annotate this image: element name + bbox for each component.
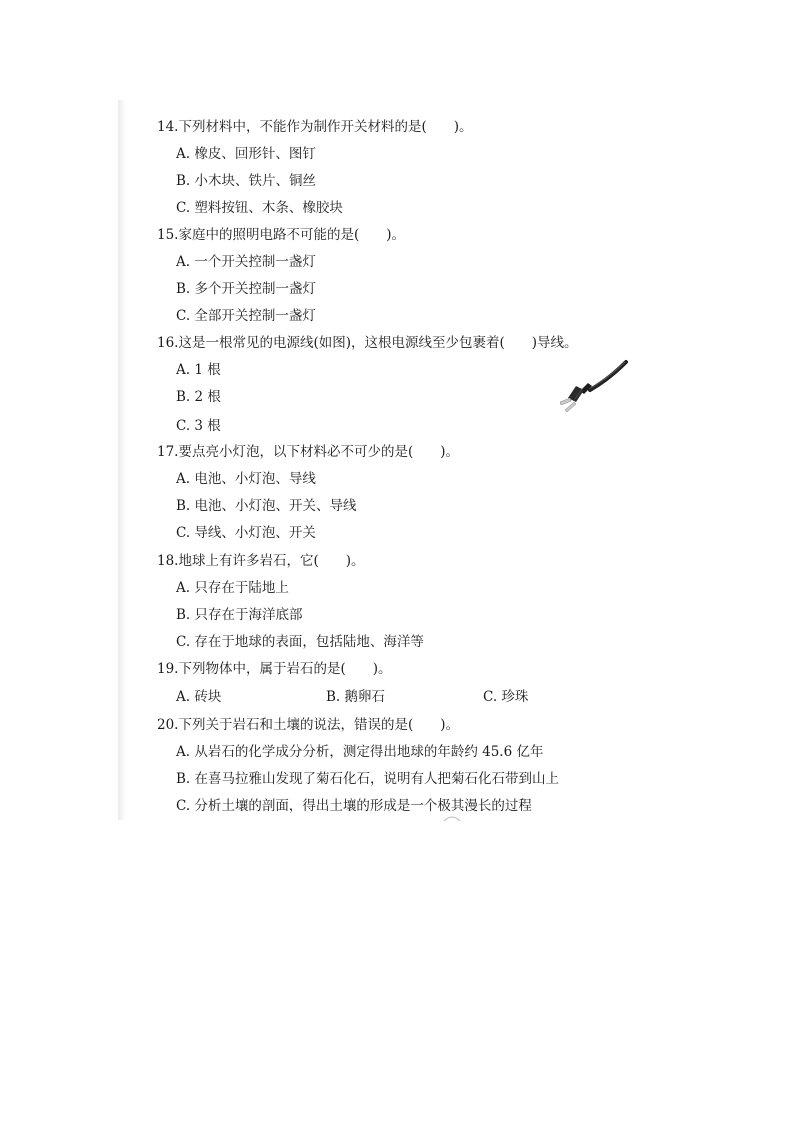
question-19-option-c[interactable]: C. 珍珠	[483, 689, 529, 705]
question-17-option-c[interactable]: C. 导线、小灯泡、开关	[176, 525, 316, 541]
question-14-option-a[interactable]: A. 橡皮、回形针、图钉	[176, 146, 316, 162]
question-17-option-b[interactable]: B. 电池、小灯泡、开关、导线	[176, 498, 357, 514]
question-16-option-a[interactable]: A. 1 根	[176, 362, 221, 378]
question-14-stem: 14.下列材料中，不能作为制作开关材料的是( )。	[157, 119, 473, 135]
question-19-option-b[interactable]: B. 鹅卵石	[326, 689, 386, 705]
page-number-mark	[443, 814, 461, 822]
question-16-option-c[interactable]: C. 3 根	[176, 418, 221, 434]
question-14-option-b[interactable]: B. 小木块、铁片、铜丝	[176, 173, 317, 189]
question-18-option-a[interactable]: A. 只存在于陆地上	[176, 580, 289, 596]
question-18-stem: 18.地球上有许多岩石，它( )。	[157, 553, 365, 569]
question-20-option-c[interactable]: C. 分析土壤的剖面，得出土壤的形成是一个极其漫长的过程	[176, 798, 532, 814]
question-15-stem: 15.家庭中的照明电路不可能的是( )。	[157, 227, 406, 243]
question-19-stem: 19.下列物体中，属于岩石的是( )。	[157, 661, 392, 677]
question-17-option-a[interactable]: A. 电池、小灯泡、导线	[176, 471, 316, 487]
question-17-stem: 17.要点亮小灯泡，以下材料必不可少的是( )。	[157, 444, 460, 460]
question-16-option-b[interactable]: B. 2 根	[176, 389, 221, 405]
question-15-option-a[interactable]: A. 一个开关控制一盏灯	[176, 254, 316, 270]
question-20-option-b[interactable]: B. 在喜马拉雅山发现了菊石化石，说明有人把菊石化石带到山上	[176, 771, 560, 787]
question-20-option-a[interactable]: A. 从岩石的化学成分分析，测定得出地球的年龄约 45.6 亿年	[176, 744, 544, 760]
question-18-option-b[interactable]: B. 只存在于海洋底部	[176, 607, 303, 623]
question-19-option-a[interactable]: A. 砖块	[176, 689, 222, 705]
question-15-option-b[interactable]: B. 多个开关控制一盏灯	[176, 281, 317, 297]
power-plug-cable-icon	[556, 358, 630, 420]
question-14-option-c[interactable]: C. 塑料按钮、木条、橡胶块	[176, 200, 343, 216]
question-20-stem: 20.下列关于岩石和土壤的说法，错误的是( )。	[157, 717, 460, 733]
question-16-stem: 16.这是一根常见的电源线(如图)，这根电源线至少包裹着( )导线。	[157, 335, 578, 351]
question-18-option-c[interactable]: C. 存在于地球的表面，包括陆地、海洋等	[176, 634, 424, 650]
question-15-option-c[interactable]: C. 全部开关控制一盏灯	[176, 308, 316, 324]
